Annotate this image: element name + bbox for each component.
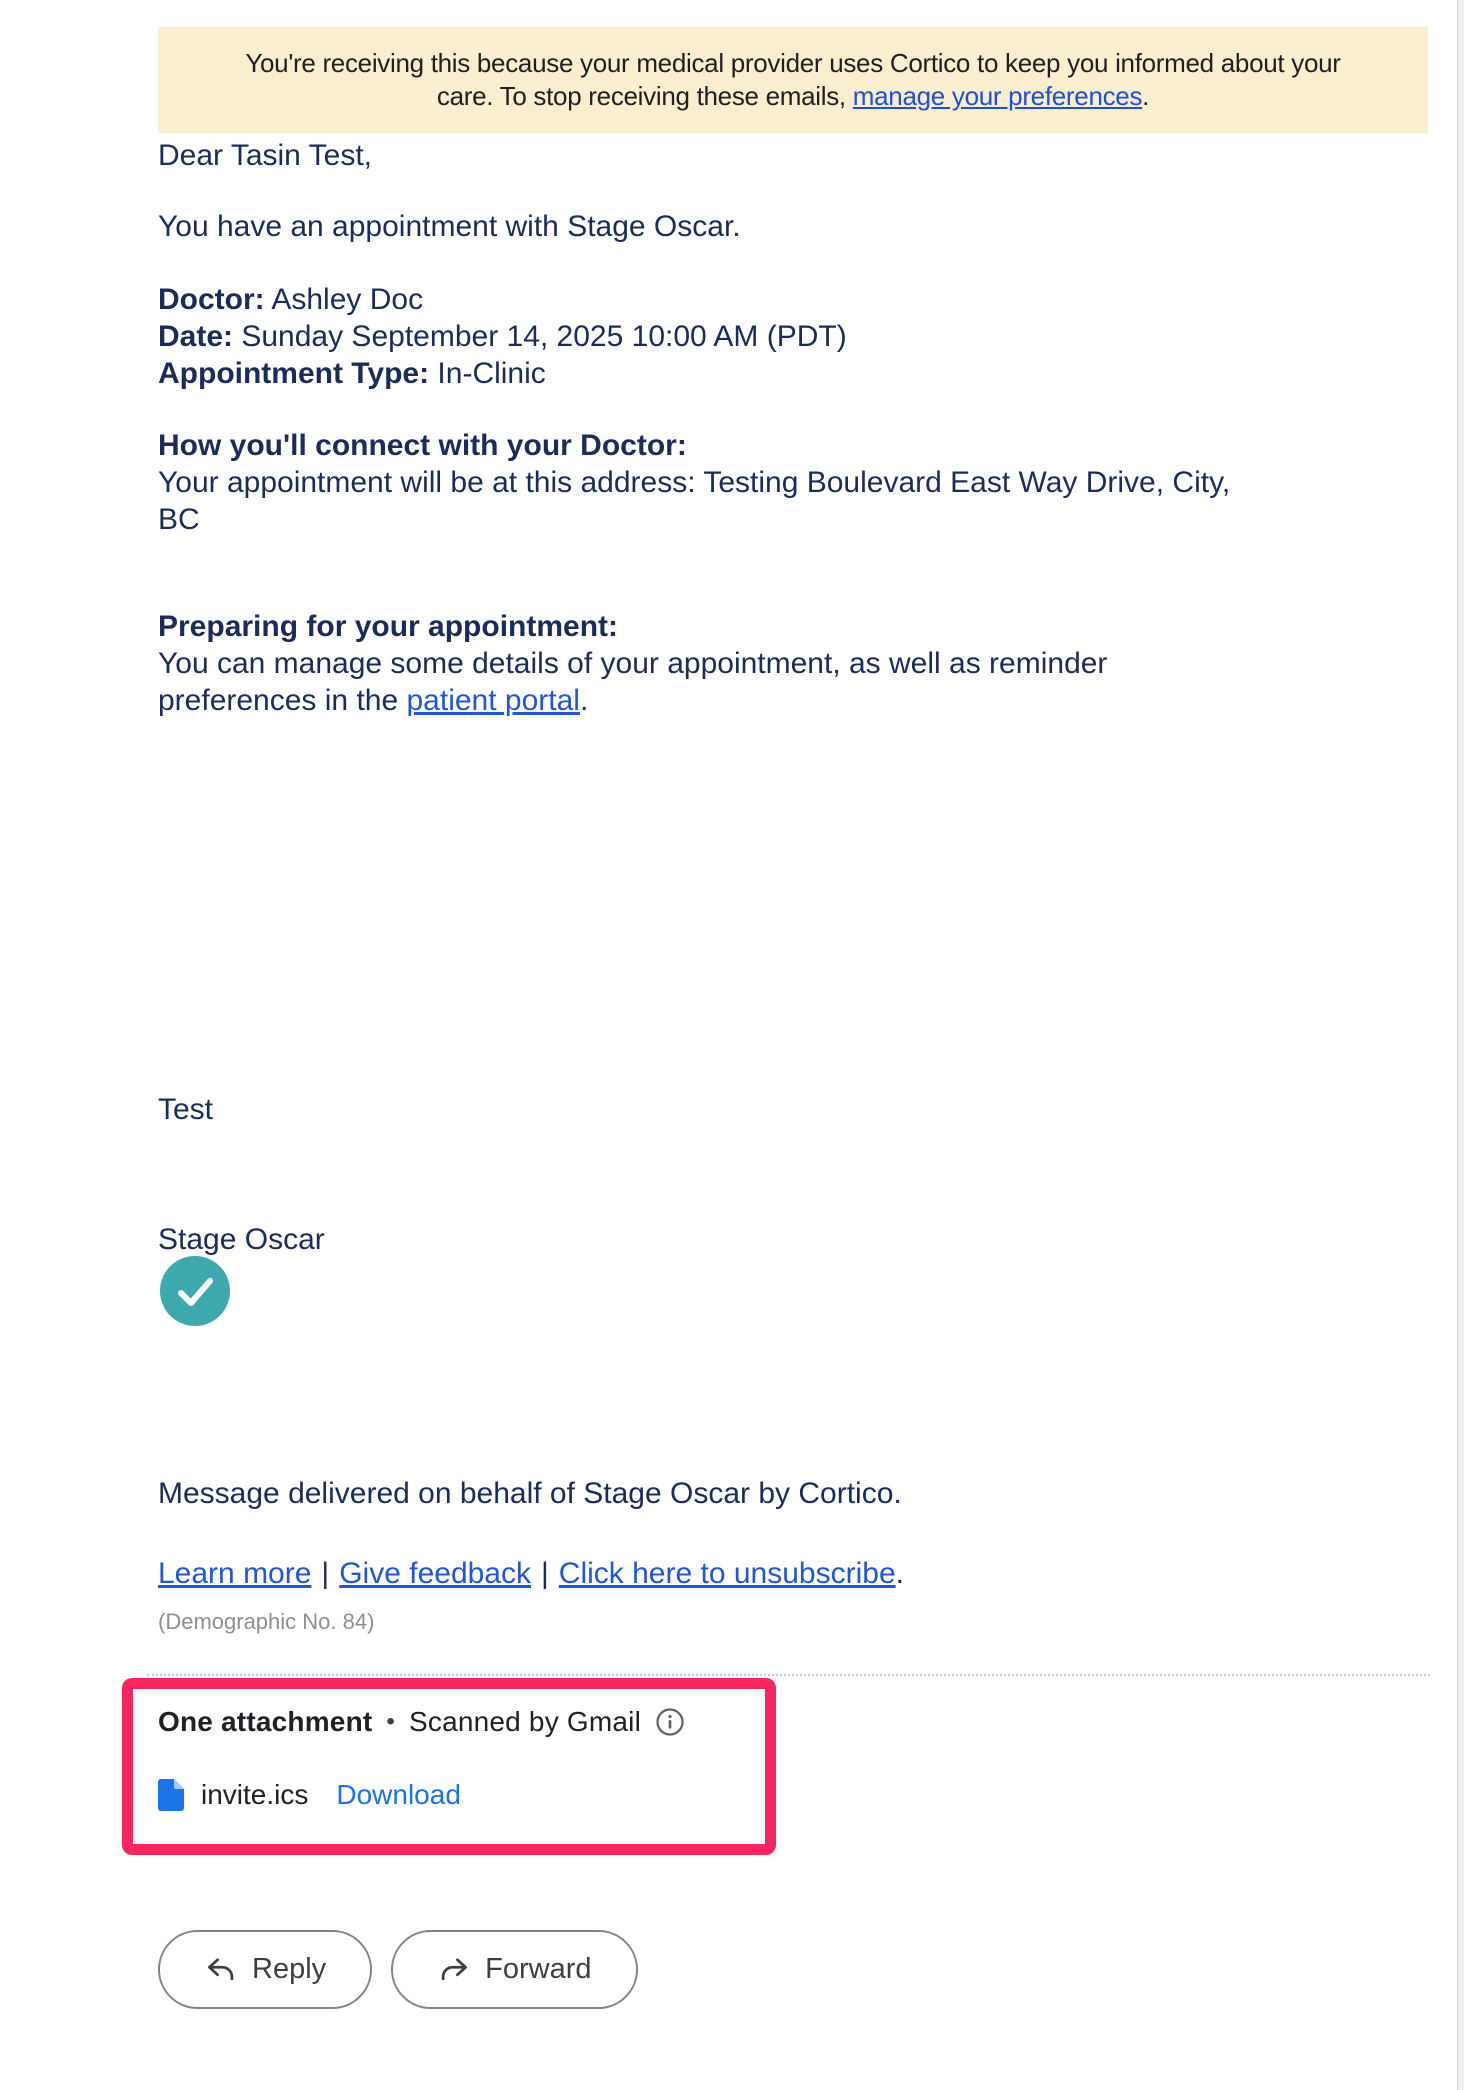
forward-button[interactable] [391,1930,637,2009]
preparing-line1: You can manage some details of your appointment, as well as reminder [158,647,1108,680]
preparing-line2 [158,682,1428,719]
dot-separator: • [386,1708,396,1735]
manage-preferences-link[interactable]: manage your preferences [852,81,1143,111]
delivery-note: Message delivered on behalf of Stage Oscar by Cortico. [158,1477,902,1510]
greeting: Dear Tasin Test, [158,139,372,172]
notice-banner [158,27,1428,133]
preparing-line2-text: preferences in the [158,684,407,717]
appointment-details [158,281,1428,392]
attachment-file-row [158,1777,765,1813]
reply-button-label: Reply [252,1953,327,1985]
detail-doctor [158,281,1428,318]
detail-doctor-value: Ashley Doc [264,283,424,316]
message-body [158,137,1428,1636]
ics-file-icon [158,1779,184,1811]
detail-type [158,355,1428,392]
reply-button[interactable] [158,1930,372,2009]
patient-portal-link[interactable]: patient portal [406,684,580,717]
footer-separator: | [321,1557,330,1590]
notice-line2 [176,80,1410,113]
unsubscribe-link[interactable]: Click here to unsubscribe [558,1557,896,1590]
footer-separator: | [541,1557,549,1590]
detail-type-label: Appointment Type: [158,357,430,390]
demographic-number: (Demographic No. 84) [158,1609,375,1634]
connect-heading: How you'll connect with your Doctor: [158,429,687,462]
preparing-line2-period: . [579,684,589,717]
clinic-name: Stage Oscar [158,1223,325,1256]
attachment-count: One attachment [158,1706,373,1737]
info-icon[interactable] [655,1707,685,1737]
give-feedback-link[interactable]: Give feedback [339,1557,531,1590]
detail-date [158,318,1428,355]
footer-links [158,1555,1428,1592]
download-link[interactable]: Download [336,1779,461,1810]
forward-button-label: Forward [485,1953,592,1985]
notice-line2-text: care. To stop receiving these emails, [436,81,853,111]
preparing-section [158,608,1428,719]
connect-address-line1: Your appointment will be at this address: Testing Boulevard East Way Drive, City, [158,466,1231,499]
checkmark-icon [160,1256,230,1326]
attachment-filename: invite.ics [201,1779,309,1810]
detail-doctor-label: Doctor: [158,283,265,316]
detail-type-value: In-Clinic [429,357,546,390]
clinic-logo [160,1256,230,1326]
detail-date-label: Date: [158,320,234,353]
attachment-header [158,1705,765,1739]
learn-more-link[interactable]: Learn more [158,1557,312,1590]
detail-date-value: Sunday September 14, 2025 10:00 AM (PDT) [233,320,847,353]
reply-arrow-icon [204,1955,238,1985]
intro-line: You have an appointment with Stage Oscar. [158,210,741,243]
scanned-by-gmail-label: Scanned by Gmail [409,1706,642,1737]
info-icon-glyph [655,1707,685,1737]
connect-address-line2: BC [158,503,200,536]
forward-arrow-icon [437,1955,471,1985]
preparing-heading: Preparing for your appointment: [158,610,619,643]
notice-line2-period: . [1142,81,1150,111]
attachment-chip[interactable] [158,1777,308,1813]
attachment-highlight-box [122,1678,776,1855]
message-actions [158,1930,1428,2009]
notice-line1: You're receiving this because your medical provider uses Cortico to keep you informed about your [245,48,1341,78]
scrollbar-track[interactable] [1457,0,1464,2090]
connect-section [158,427,1428,538]
attachment-divider [147,1674,1430,1676]
footer-period: . [895,1557,904,1590]
closing-name: Test [158,1093,214,1126]
